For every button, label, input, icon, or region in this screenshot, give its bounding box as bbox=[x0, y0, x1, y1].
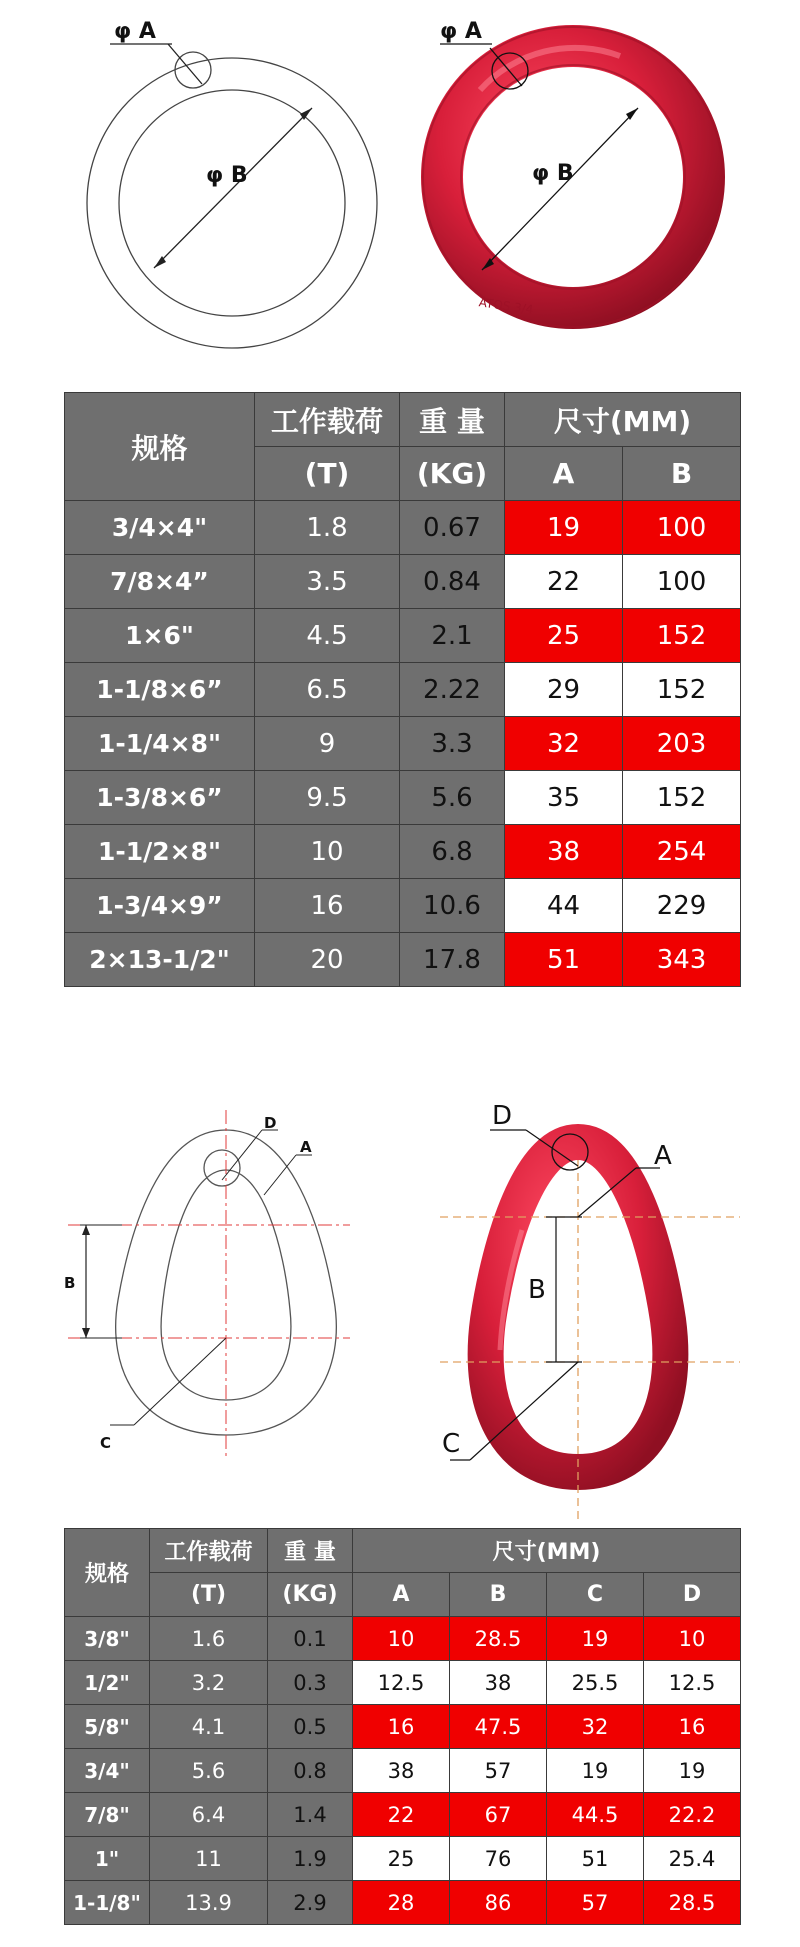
header-spec: 规格 bbox=[65, 1529, 150, 1617]
header-spec: 规格 bbox=[65, 393, 255, 501]
header-wll-unit: (T) bbox=[255, 447, 400, 501]
label-a: A bbox=[300, 1138, 312, 1156]
cell-spec: 5/8" bbox=[65, 1705, 150, 1749]
header-wll-unit: (T) bbox=[150, 1573, 268, 1617]
cell-d: 10 bbox=[644, 1617, 741, 1661]
cell-a: 10 bbox=[353, 1617, 450, 1661]
cell-b: 100 bbox=[623, 555, 741, 609]
cell-b: 47.5 bbox=[450, 1705, 547, 1749]
cell-b: 57 bbox=[450, 1749, 547, 1793]
table-row bbox=[65, 933, 741, 987]
table-row bbox=[65, 771, 741, 825]
cell-d: 22.2 bbox=[644, 1793, 741, 1837]
label-c: C bbox=[442, 1429, 461, 1459]
cell-a: 19 bbox=[505, 501, 623, 555]
cell-b: 203 bbox=[623, 717, 741, 771]
label-c: C bbox=[100, 1434, 112, 1452]
cell-c: 25.5 bbox=[547, 1661, 644, 1705]
cell-spec: 1-1/4×8" bbox=[65, 717, 255, 771]
cell-weight: 0.5 bbox=[268, 1705, 353, 1749]
cell-weight: 1.9 bbox=[268, 1837, 353, 1881]
cell-wll: 1.8 bbox=[255, 501, 400, 555]
cell-b: 229 bbox=[623, 879, 741, 933]
table-row bbox=[65, 717, 741, 771]
outer-circle bbox=[87, 58, 377, 348]
cell-a: 35 bbox=[505, 771, 623, 825]
header-weight-unit: (KG) bbox=[268, 1573, 353, 1617]
cell-a: 44 bbox=[505, 879, 623, 933]
cell-c: 19 bbox=[547, 1617, 644, 1661]
cell-b: 152 bbox=[623, 609, 741, 663]
cell-spec: 1-1/2×8" bbox=[65, 825, 255, 879]
cell-a: 22 bbox=[353, 1793, 450, 1837]
dimension-a-line bbox=[168, 44, 202, 84]
cell-a: 28 bbox=[353, 1881, 450, 1925]
pear-ring-spec-table bbox=[64, 1528, 741, 1925]
cell-a: 38 bbox=[505, 825, 623, 879]
header-col-c: C bbox=[547, 1573, 644, 1617]
round-ring-spec-table bbox=[64, 392, 741, 987]
header-weight: 重 量 bbox=[268, 1529, 353, 1573]
cell-a: 12.5 bbox=[353, 1661, 450, 1705]
cell-weight: 6.8 bbox=[400, 825, 505, 879]
table-row bbox=[65, 1837, 741, 1881]
cell-b: 38 bbox=[450, 1661, 547, 1705]
cell-wll: 9.5 bbox=[255, 771, 400, 825]
cell-b: 76 bbox=[450, 1837, 547, 1881]
cell-c: 44.5 bbox=[547, 1793, 644, 1837]
cell-wll: 3.2 bbox=[150, 1661, 268, 1705]
cell-spec: 3/8" bbox=[65, 1617, 150, 1661]
cell-d: 12.5 bbox=[644, 1661, 741, 1705]
cell-b: 28.5 bbox=[450, 1617, 547, 1661]
header-dims: 尺寸(MM) bbox=[505, 393, 741, 447]
cell-spec: 2×13-1/2" bbox=[65, 933, 255, 987]
table-row bbox=[65, 555, 741, 609]
cell-c: 32 bbox=[547, 1705, 644, 1749]
cell-wll: 20 bbox=[255, 933, 400, 987]
table-row bbox=[65, 663, 741, 717]
cell-wll: 13.9 bbox=[150, 1881, 268, 1925]
header-weight-unit: (KG) bbox=[400, 447, 505, 501]
cell-a: 25 bbox=[505, 609, 623, 663]
cell-d: 28.5 bbox=[644, 1881, 741, 1925]
round-ring-photo bbox=[410, 0, 740, 360]
cell-spec: 1" bbox=[65, 1837, 150, 1881]
header-col-b: B bbox=[623, 447, 741, 501]
cell-wll: 9 bbox=[255, 717, 400, 771]
cell-a: 16 bbox=[353, 1705, 450, 1749]
cell-b: 100 bbox=[623, 501, 741, 555]
cell-weight: 0.84 bbox=[400, 555, 505, 609]
cell-wll: 10 bbox=[255, 825, 400, 879]
cell-weight: 0.3 bbox=[268, 1661, 353, 1705]
label-a: A bbox=[654, 1141, 672, 1171]
label-phi-b: φ B bbox=[206, 163, 248, 188]
cell-c: 51 bbox=[547, 1837, 644, 1881]
header-col-b: B bbox=[450, 1573, 547, 1617]
section-circle bbox=[204, 1150, 240, 1186]
cell-wll: 5.6 bbox=[150, 1749, 268, 1793]
cell-b: 254 bbox=[623, 825, 741, 879]
cell-weight: 2.9 bbox=[268, 1881, 353, 1925]
cell-a: 51 bbox=[505, 933, 623, 987]
cell-weight: 3.3 bbox=[400, 717, 505, 771]
cell-weight: 0.8 bbox=[268, 1749, 353, 1793]
cell-weight: 2.22 bbox=[400, 663, 505, 717]
cell-b: 152 bbox=[623, 771, 741, 825]
cell-b: 86 bbox=[450, 1881, 547, 1925]
cell-d: 25.4 bbox=[644, 1837, 741, 1881]
cell-wll: 11 bbox=[150, 1837, 268, 1881]
header-wll: 工作载荷 bbox=[150, 1529, 268, 1573]
cell-d: 19 bbox=[644, 1749, 741, 1793]
cell-b: 67 bbox=[450, 1793, 547, 1837]
cell-a: 32 bbox=[505, 717, 623, 771]
table-row bbox=[65, 1749, 741, 1793]
label-b: B bbox=[528, 1275, 546, 1305]
table-row bbox=[65, 1661, 741, 1705]
cell-wll: 4.5 bbox=[255, 609, 400, 663]
dimension-b-line bbox=[154, 108, 312, 268]
cell-weight: 10.6 bbox=[400, 879, 505, 933]
cell-weight: 0.67 bbox=[400, 501, 505, 555]
cell-wll: 1.6 bbox=[150, 1617, 268, 1661]
cell-wll: 3.5 bbox=[255, 555, 400, 609]
cell-weight: 0.1 bbox=[268, 1617, 353, 1661]
label-d: D bbox=[492, 1101, 513, 1131]
label-b: B bbox=[64, 1274, 76, 1292]
header-wll: 工作载荷 bbox=[255, 393, 400, 447]
cell-spec: 1×6" bbox=[65, 609, 255, 663]
cell-a: 25 bbox=[353, 1837, 450, 1881]
header-col-d: D bbox=[644, 1573, 741, 1617]
table-row bbox=[65, 1881, 741, 1925]
cell-a: 22 bbox=[505, 555, 623, 609]
ring-engraving: ATOS 3/4 bbox=[477, 295, 535, 317]
dimension-b-line bbox=[482, 108, 638, 270]
cell-spec: 7/8" bbox=[65, 1793, 150, 1837]
cell-weight: 5.6 bbox=[400, 771, 505, 825]
cell-b: 152 bbox=[623, 663, 741, 717]
header-col-a: A bbox=[353, 1573, 450, 1617]
cell-spec: 3/4" bbox=[65, 1749, 150, 1793]
cell-d: 16 bbox=[644, 1705, 741, 1749]
cell-wll: 6.4 bbox=[150, 1793, 268, 1837]
section-circle bbox=[175, 52, 211, 88]
cell-wll: 16 bbox=[255, 879, 400, 933]
cell-wll: 6.5 bbox=[255, 663, 400, 717]
label-phi-a: φ A bbox=[114, 19, 156, 44]
pear-ring-photo bbox=[410, 1080, 750, 1520]
cell-spec: 1-1/8×6” bbox=[65, 663, 255, 717]
pear-ring-diagram bbox=[50, 1100, 390, 1480]
cell-c: 19 bbox=[547, 1749, 644, 1793]
cell-a: 29 bbox=[505, 663, 623, 717]
cell-spec: 1-3/8×6” bbox=[65, 771, 255, 825]
label-phi-a: φ A bbox=[440, 19, 482, 44]
table-row bbox=[65, 1617, 741, 1661]
table-row bbox=[65, 501, 741, 555]
inner-circle bbox=[119, 90, 345, 316]
cell-spec: 1-3/4×9” bbox=[65, 879, 255, 933]
cell-weight: 1.4 bbox=[268, 1793, 353, 1837]
label-d: D bbox=[264, 1114, 277, 1132]
cell-spec: 3/4×4" bbox=[65, 501, 255, 555]
table-row bbox=[65, 879, 741, 933]
table-row bbox=[65, 609, 741, 663]
table-row bbox=[65, 1705, 741, 1749]
table-row bbox=[65, 825, 741, 879]
label-phi-b: φ B bbox=[532, 161, 574, 186]
header-weight: 重 量 bbox=[400, 393, 505, 447]
cell-wll: 4.1 bbox=[150, 1705, 268, 1749]
cell-spec: 1-1/8" bbox=[65, 1881, 150, 1925]
cell-spec: 1/2" bbox=[65, 1661, 150, 1705]
table-row bbox=[65, 1793, 741, 1837]
cell-a: 38 bbox=[353, 1749, 450, 1793]
round-ring-diagram bbox=[80, 0, 400, 360]
cell-b: 343 bbox=[623, 933, 741, 987]
header-dims: 尺寸(MM) bbox=[353, 1529, 741, 1573]
cell-weight: 2.1 bbox=[400, 609, 505, 663]
cell-weight: 17.8 bbox=[400, 933, 505, 987]
cell-spec: 7/8×4” bbox=[65, 555, 255, 609]
cell-c: 57 bbox=[547, 1881, 644, 1925]
header-col-a: A bbox=[505, 447, 623, 501]
